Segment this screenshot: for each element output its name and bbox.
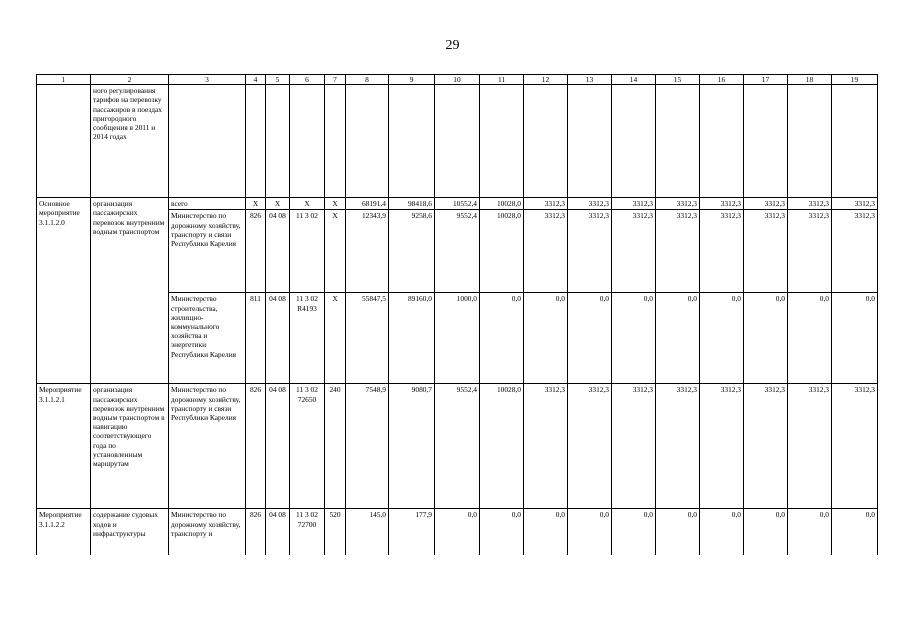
- row-code: Мероприятие 3.1.1.2.2: [37, 509, 91, 556]
- value-cell: 3312,3: [832, 198, 878, 210]
- value-cell: 9258,6: [389, 210, 435, 293]
- rzpr-cell: 04 08: [266, 210, 290, 293]
- value-cell: 3312,3: [524, 198, 568, 210]
- value-cell: [524, 85, 568, 198]
- page-number: 29: [445, 38, 460, 53]
- col-header: 16: [700, 75, 744, 85]
- col-header: 1: [37, 75, 91, 85]
- value-cell: [435, 85, 480, 198]
- vr-cell: 240: [325, 384, 346, 509]
- value-cell: 0,0: [612, 293, 656, 384]
- col-header: 15: [656, 75, 700, 85]
- row-description: содержание судовых ходов и инфраструктуры: [91, 509, 169, 556]
- value-cell: 3312,3: [568, 210, 612, 293]
- csr-cell: 11 3 02 72700: [290, 509, 325, 556]
- row-executor: всего: [169, 198, 246, 210]
- value-cell: 10552,4: [435, 198, 480, 210]
- value-cell: 0,0: [480, 293, 524, 384]
- csr-cell: 11 3 02: [290, 210, 325, 293]
- value-cell: [389, 85, 435, 198]
- value-cell: 3312,3: [612, 210, 656, 293]
- value-cell: [744, 85, 788, 198]
- row-description: ного регулирования тарифов на перевозку пассажиров в поездах пригородного сообщения в 2011 и 2014 годах: [91, 85, 169, 198]
- row-executor: [169, 85, 246, 198]
- table-row: [37, 85, 878, 198]
- row-executor: Министерство по дорожному хозяйству, транспорту и связи Республики Карелия: [169, 384, 246, 509]
- value-cell: 0,0: [788, 509, 832, 556]
- value-cell: 3312,3: [788, 210, 832, 293]
- value-cell: 0,0: [700, 293, 744, 384]
- grbs-cell: 826: [246, 509, 266, 556]
- vr-cell: 520: [325, 509, 346, 556]
- value-cell: 98418,6: [389, 198, 435, 210]
- row-code: Основное мероприятие 3.1.1.2.0: [37, 198, 91, 384]
- value-cell: 3312,3: [568, 198, 612, 210]
- value-cell: 0,0: [788, 293, 832, 384]
- row-code: Мероприятие 3.1.1.2.1: [37, 384, 91, 509]
- value-cell: 3312,3: [656, 384, 700, 509]
- col-header: 14: [612, 75, 656, 85]
- value-cell: [700, 85, 744, 198]
- value-cell: 3312,3: [744, 210, 788, 293]
- value-cell: 145,0: [346, 509, 389, 556]
- value-cell: [480, 85, 524, 198]
- value-cell: 0,0: [744, 293, 788, 384]
- row-description: организация пассажирских перевозок внутренним водным транспортом: [91, 198, 169, 384]
- grbs-cell: [246, 85, 266, 198]
- value-cell: 3312,3: [700, 210, 744, 293]
- row-code: [37, 85, 91, 198]
- col-header: 2: [91, 75, 169, 85]
- value-cell: 9552,4: [435, 210, 480, 293]
- value-cell: 3312,3: [700, 198, 744, 210]
- value-cell: 7548,9: [346, 384, 389, 509]
- row-description: организация пассажирских перевозок внутренним водным транспортом в навигацию соответствующего года по установленным маршрутам: [91, 384, 169, 509]
- col-header: 17: [744, 75, 788, 85]
- col-header: 19: [832, 75, 878, 85]
- col-header: 6: [290, 75, 325, 85]
- value-cell: 3312,3: [832, 210, 878, 293]
- csr-cell: 11 3 02 R4193: [290, 293, 325, 384]
- value-cell: 55847,5: [346, 293, 389, 384]
- col-header: 12: [524, 75, 568, 85]
- col-header: 11: [480, 75, 524, 85]
- row-executor: Министерство по дорожному хозяйству, транспорту и: [169, 509, 246, 556]
- value-cell: 12343,9: [346, 210, 389, 293]
- vr-cell: Х: [325, 210, 346, 293]
- col-header: 13: [568, 75, 612, 85]
- table-row: [37, 384, 878, 509]
- col-header: 5: [266, 75, 290, 85]
- col-header: 18: [788, 75, 832, 85]
- value-cell: 3312,3: [788, 384, 832, 509]
- col-header: 3: [169, 75, 246, 85]
- value-cell: 0,0: [744, 509, 788, 556]
- value-cell: [656, 85, 700, 198]
- table-row: [37, 509, 878, 556]
- value-cell: 0,0: [524, 293, 568, 384]
- rzpr-cell: 04 08: [266, 293, 290, 384]
- vr-cell: Х: [325, 293, 346, 384]
- vr-cell: Х: [325, 198, 346, 210]
- value-cell: 0,0: [435, 509, 480, 556]
- grbs-cell: 826: [246, 210, 266, 293]
- value-cell: 0,0: [524, 509, 568, 556]
- value-cell: [832, 85, 878, 198]
- value-cell: 3312,3: [788, 198, 832, 210]
- rzpr-cell: 04 08: [266, 509, 290, 556]
- value-cell: 0,0: [832, 293, 878, 384]
- value-cell: 3312,3: [568, 384, 612, 509]
- value-cell: 0,0: [480, 509, 524, 556]
- value-cell: 3312,3: [700, 384, 744, 509]
- grbs-cell: 826: [246, 384, 266, 509]
- value-cell: 3312,3: [744, 384, 788, 509]
- value-cell: 3312,3: [612, 198, 656, 210]
- value-cell: 177,9: [389, 509, 435, 556]
- value-cell: 0,0: [612, 509, 656, 556]
- rzpr-cell: 04 08: [266, 384, 290, 509]
- col-header: 10: [435, 75, 480, 85]
- value-cell: [568, 85, 612, 198]
- value-cell: 10028,0: [480, 198, 524, 210]
- value-cell: 9552,4: [435, 384, 480, 509]
- value-cell: 3312,3: [612, 384, 656, 509]
- csr-cell: Х: [290, 198, 325, 210]
- value-cell: 68191,4: [346, 198, 389, 210]
- budget-table: [36, 74, 878, 555]
- value-cell: 10028,0: [480, 384, 524, 509]
- value-cell: 0,0: [656, 293, 700, 384]
- grbs-cell: Х: [246, 198, 266, 210]
- value-cell: 10028,0: [480, 210, 524, 293]
- value-cell: 3312,3: [656, 210, 700, 293]
- col-header: 8: [346, 75, 389, 85]
- value-cell: 3312,3: [832, 384, 878, 509]
- value-cell: 3312,3: [524, 210, 568, 293]
- col-header: 7: [325, 75, 346, 85]
- value-cell: 3312,3: [524, 384, 568, 509]
- value-cell: 0,0: [832, 509, 878, 556]
- csr-cell: 11 3 02 72650: [290, 384, 325, 509]
- csr-cell: [290, 85, 325, 198]
- col-header: 9: [389, 75, 435, 85]
- value-cell: 0,0: [568, 293, 612, 384]
- value-cell: [612, 85, 656, 198]
- row-executor: Министерство строительства, жилищно-коммунального хозяйства и энергетики Республики Карелия: [169, 293, 246, 384]
- value-cell: 9080,7: [389, 384, 435, 509]
- value-cell: [346, 85, 389, 198]
- rzpr-cell: [266, 85, 290, 198]
- column-number-row: [37, 75, 878, 85]
- value-cell: [788, 85, 832, 198]
- rzpr-cell: Х: [266, 198, 290, 210]
- grbs-cell: 811: [246, 293, 266, 384]
- value-cell: 0,0: [656, 509, 700, 556]
- value-cell: 3312,3: [656, 198, 700, 210]
- value-cell: 0,0: [700, 509, 744, 556]
- vr-cell: [325, 85, 346, 198]
- col-header: 4: [246, 75, 266, 85]
- value-cell: 0,0: [568, 509, 612, 556]
- value-cell: 1000,0: [435, 293, 480, 384]
- row-executor: Министерство по дорожному хозяйству, транспорту и связи Республики Карелия: [169, 210, 246, 293]
- table-row: [37, 198, 878, 210]
- value-cell: 89160,0: [389, 293, 435, 384]
- value-cell: 3312,3: [744, 198, 788, 210]
